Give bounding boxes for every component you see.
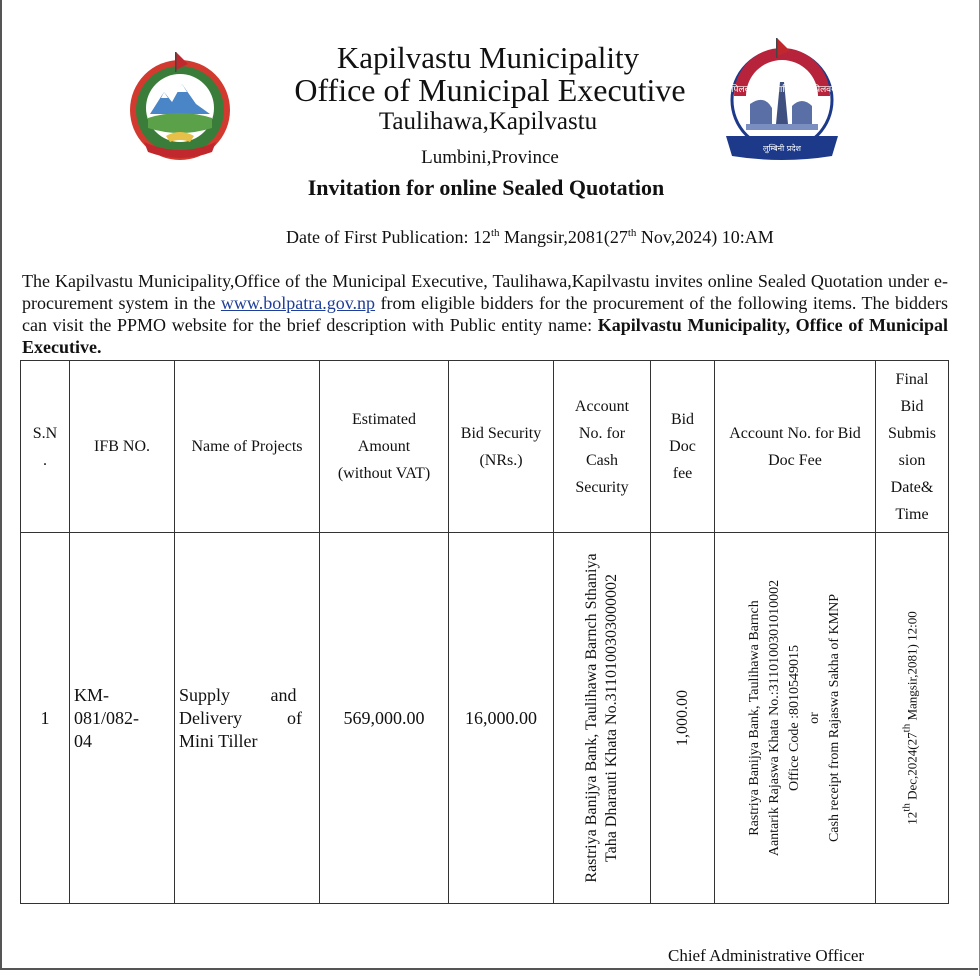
- office-title: Office of Municipal Executive: [294, 72, 686, 108]
- header-doc-fee: Bid Doc fee: [651, 361, 715, 533]
- header-final-date: Final Bid Submis sion Date& Time: [876, 361, 949, 533]
- cell-doc-fee-account: Rastriya Banijya Bank, Taulihawa Barnch Aantarik Rajaswa Khata No.:3110100301010002 Office Code :8010549015 or Cash receipt from Rajaswa Sakha of KMNP: [715, 533, 876, 904]
- logo-bottom-text: लुम्बिनी प्रदेश: [763, 144, 801, 153]
- header-doc-fee-account: Account No. for Bid Doc Fee: [715, 361, 876, 533]
- publication-date: Date of First Publication: 12th Mangsir,2081(27th Nov,2024) 10:AM: [286, 227, 774, 247]
- cell-sn: 1: [21, 533, 70, 904]
- entity-name: Kapilvastu Municipality, Office of Municipal Executive.: [22, 315, 949, 357]
- cell-account-security: Rastriya Banijya Bank, Taulihawa Barnch Sthaniya Taha Dharauti Khata No.3110100303000002: [554, 533, 651, 904]
- notice-title: Invitation for online Sealed Quotation: [307, 175, 665, 200]
- table-row: [21, 533, 949, 904]
- province-line: Lumbini,Province: [421, 147, 559, 168]
- signature-title: Chief Administrative Officer: [668, 946, 865, 965]
- cell-project: Supply and Delivery of Mini Tiller: [175, 533, 320, 904]
- cell-estimated-amount: 569,000.00: [320, 533, 449, 904]
- header-account-security: Account No. for Cash Security: [554, 361, 651, 533]
- quotation-table: [20, 360, 949, 904]
- header-estimated-amount: Estimated Amount (without VAT): [320, 361, 449, 533]
- header-ifb: IFB NO.: [70, 361, 175, 533]
- header-sn: S.N .: [21, 361, 70, 533]
- cell-doc-fee: 1,000.00: [651, 533, 715, 904]
- cell-final-date: 12th Dec,2024(27th Mangsir,2081) 12:00: [876, 533, 949, 904]
- cell-ifb: KM- 081/082- 04: [70, 533, 175, 904]
- header-project: Name of Projects: [175, 361, 320, 533]
- location-line: Taulihawa,Kapilvastu: [378, 108, 598, 135]
- logo-top-text: कपिलवस्तु नगरपालिका, कपिलवस्तु: [724, 85, 840, 95]
- intro-paragraph: The Kapilvastu Municipality,Office of the Municipal Executive, Taulihawa,Kapilvastu invites online Sealed Quotation under e-procurement system in the www.bolpatra.gov.np from eligible bidders for the procurement of the following items. The bidders can visit the PPMO website for the brief description with Public entity name: Kapilvastu Municipality, Office of Municipal Executive.: [22, 271, 949, 357]
- bolpatra-link[interactable]: www.bolpatra.gov.np: [220, 293, 376, 313]
- cell-bid-security: 16,000.00: [449, 533, 554, 904]
- table-header-row: [21, 361, 949, 533]
- header-bid-security: Bid Security (NRs.): [449, 361, 554, 533]
- municipality-title: Kapilvastu Municipality: [336, 40, 640, 75]
